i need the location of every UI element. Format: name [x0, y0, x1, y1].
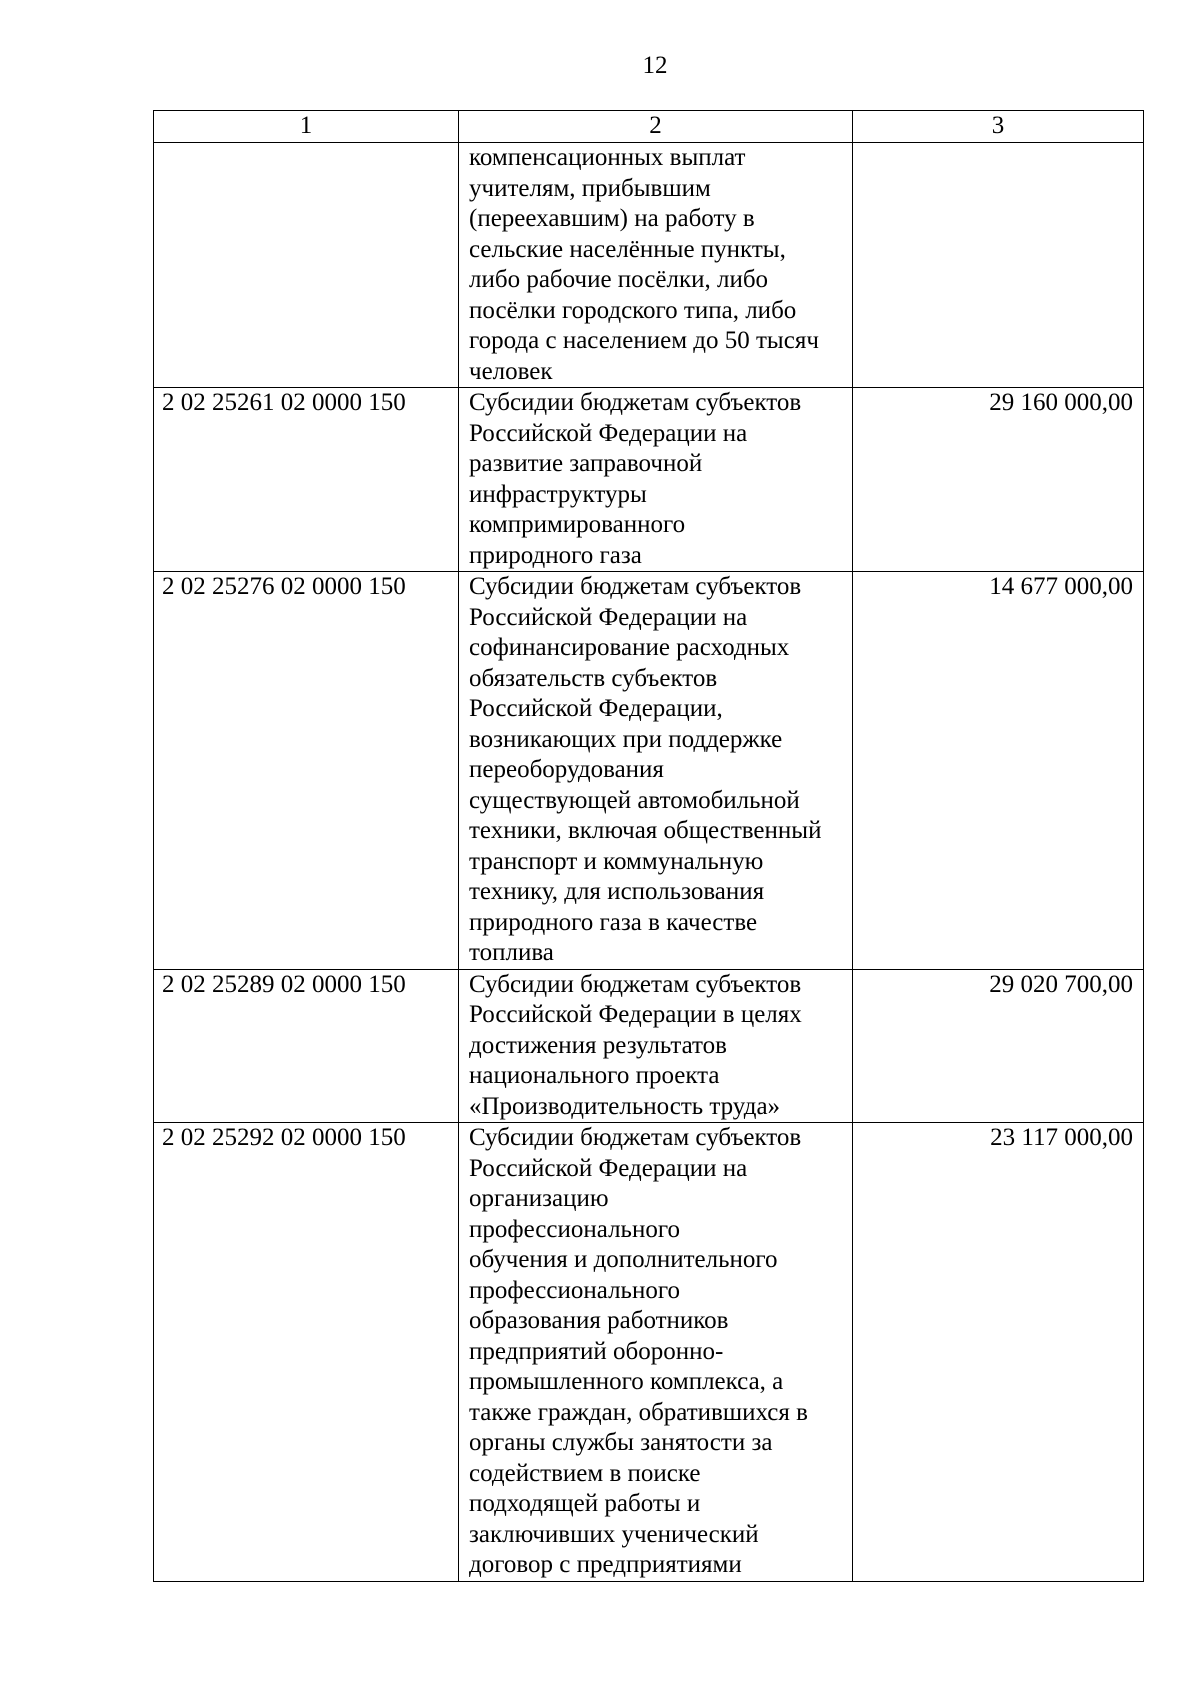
revenue-name-line: компримированного	[469, 511, 686, 538]
revenue-name-cell	[459, 388, 853, 572]
revenue-name-line: Российской Федерации в целях	[469, 1001, 802, 1028]
revenue-name-line: образования работников	[469, 1307, 729, 1334]
revenue-name-line: компенсационных выплат	[469, 144, 746, 171]
revenue-name-line: переоборудования	[469, 756, 664, 783]
revenue-name-line: Субсидии бюджетам субъектов	[469, 1124, 802, 1151]
revenue-name-line: учителям, прибывшим	[469, 174, 711, 202]
revenue-name-line: также граждан, обратившихся в	[469, 1398, 808, 1426]
revenue-name-line: посёлки городского типа, либо	[469, 296, 797, 324]
revenue-name-line: договор с предприятиями	[469, 1551, 742, 1578]
budget-revenue-table	[153, 110, 1144, 1582]
revenue-name-line: софинансирование расходных	[469, 634, 790, 661]
revenue-name-line: Российской Федерации на	[469, 603, 748, 631]
revenue-name-line: сельские населённые пункты,	[469, 235, 786, 263]
revenue-name-line: Субсидии бюджетам субъектов	[469, 970, 802, 998]
revenue-name-cell	[459, 572, 853, 970]
table-row	[154, 388, 1144, 572]
revenue-name-line: природного газа	[469, 541, 642, 569]
budget-code-cell: 2 02 25276 02 0000 150	[154, 572, 459, 970]
table-row	[154, 572, 1144, 970]
table-row	[154, 1123, 1144, 1582]
amount-cell: 29 020 700,00	[853, 969, 1144, 1123]
budget-code-cell	[154, 143, 459, 388]
table-header	[154, 111, 1144, 143]
revenue-name-line: содействием в поиске	[469, 1459, 701, 1487]
revenue-name-line: национального проекта	[469, 1062, 720, 1089]
revenue-name-line: развитие заправочной	[469, 450, 703, 477]
revenue-name-line: заключивших ученический	[469, 1520, 759, 1548]
revenue-name-cell	[459, 969, 853, 1123]
revenue-name-line: города с населением до 50 тысяч	[469, 327, 819, 354]
revenue-name-line: Российской Федерации,	[469, 695, 723, 722]
revenue-name-line: человек	[469, 357, 553, 385]
revenue-name-line: профессионального	[469, 1215, 680, 1243]
revenue-name-line: достижения результатов	[469, 1031, 727, 1059]
revenue-name-line: инфраструктуры	[469, 480, 647, 508]
amount-cell	[853, 143, 1144, 388]
revenue-name-line: «Производительность труда»	[469, 1092, 781, 1120]
table-body	[154, 143, 1144, 1582]
revenue-name-cell	[459, 1123, 853, 1582]
revenue-name-cell	[459, 143, 853, 388]
page-number-text: 12	[642, 52, 668, 79]
budget-code-cell: 2 02 25289 02 0000 150	[154, 969, 459, 1123]
revenue-name-line: существующей автомобильной	[469, 786, 800, 814]
revenue-name-line: обязательств субъектов	[469, 664, 718, 692]
revenue-name-line: профессионального	[469, 1276, 680, 1304]
revenue-name-line: Субсидии бюджетам субъектов	[469, 573, 802, 600]
header-col-3: 3	[853, 111, 1144, 143]
revenue-name-line: Субсидии бюджетам субъектов	[469, 389, 802, 416]
revenue-name-line: предприятий оборонно-	[469, 1337, 724, 1365]
table-row	[154, 143, 1144, 388]
revenue-name-line: Российской Федерации на	[469, 419, 748, 447]
header-col-1: 1	[154, 111, 459, 143]
amount-cell: 29 160 000,00	[853, 388, 1144, 572]
revenue-name-line: (переехавшим) на работу в	[469, 205, 755, 232]
amount-cell: 14 677 000,00	[853, 572, 1144, 970]
revenue-name-line: топлива	[469, 939, 554, 966]
revenue-name-line: возникающих при поддержке	[469, 725, 783, 753]
revenue-name-line: промышленного комплекса, а	[469, 1368, 784, 1395]
revenue-name-line: либо рабочие посёлки, либо	[469, 266, 769, 293]
revenue-name-line: техники, включая общественный	[469, 817, 822, 844]
table-row	[154, 969, 1144, 1123]
amount-cell: 23 117 000,00	[853, 1123, 1144, 1582]
revenue-name-line: технику, для использования	[469, 878, 765, 905]
revenue-name-line: подходящей работы и	[469, 1490, 701, 1517]
revenue-name-line: организацию	[469, 1185, 609, 1212]
revenue-name-line: природного газа в качестве	[469, 908, 758, 936]
revenue-name-line: обучения и дополнительного	[469, 1246, 778, 1273]
header-col-2: 2	[459, 111, 853, 143]
revenue-name-line: транспорт и коммунальную	[469, 847, 764, 875]
budget-code-cell: 2 02 25261 02 0000 150	[154, 388, 459, 572]
revenue-name-line: органы службы занятости за	[469, 1429, 773, 1456]
budget-code-cell: 2 02 25292 02 0000 150	[154, 1123, 459, 1582]
page-number	[0, 52, 1200, 80]
header-row	[154, 111, 1144, 143]
revenue-name-line: Российской Федерации на	[469, 1154, 748, 1182]
